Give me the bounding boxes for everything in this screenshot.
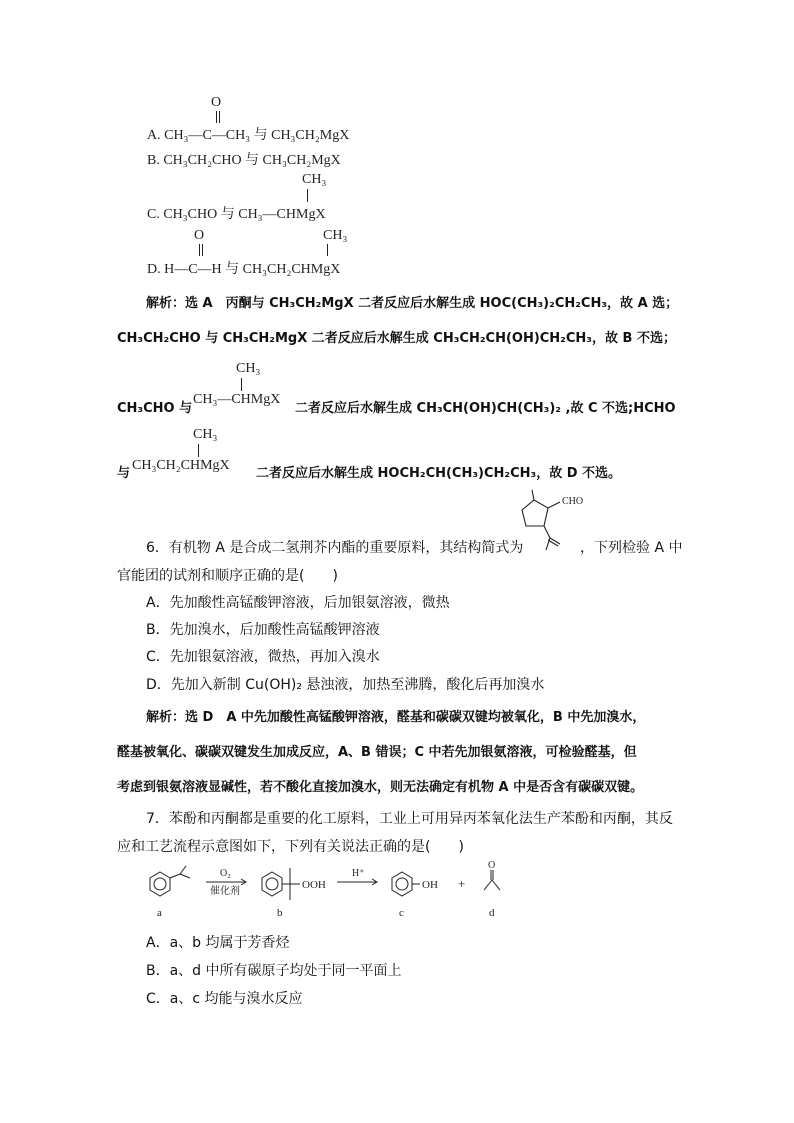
option-d: D. H—C—H 与 CH₃CH₂CHMgX xyxy=(147,262,341,277)
hydroxyl-group: OH xyxy=(422,879,438,891)
reaction-scheme xyxy=(140,858,510,922)
question-6-option-c: C．先加银氨溶液，微热，再加入溴水 xyxy=(146,649,380,665)
question-7-stem-2: 应和工艺流程示意图如下，下列有关说法正确的是( ) xyxy=(117,839,464,855)
vinyl-bond xyxy=(544,526,550,538)
methyl-bond xyxy=(532,490,534,500)
double-bond-line xyxy=(202,244,203,256)
analysis-5-group-c: CH₃—CHMgX xyxy=(193,392,281,407)
ketone-oxygen: O xyxy=(488,860,496,871)
label-a: a xyxy=(157,907,162,919)
vinyl-methyl-bond xyxy=(546,538,550,550)
question-7-stem-1: 7．苯酚和丙酮都是重要的化工原料，工业上可用异丙苯氧化法生产苯酚和丙酮，其反 xyxy=(146,811,673,827)
cyclopentane-ring xyxy=(522,500,548,526)
aldehyde-label: CHO xyxy=(562,496,584,507)
question-7-option-b: B．a、d 中所有碳原子均处于同一平面上 xyxy=(146,963,402,979)
vinyl-double-bond xyxy=(550,538,560,544)
option-a-oxygen: O xyxy=(211,95,222,110)
option-d-oxygen: O xyxy=(194,228,205,243)
question-6-analysis-3: 考虑到银氨溶液显碱性，若不酸化直接加溴水，则无法确定有机物 A 中是否含有碳碳双键。 xyxy=(117,780,644,795)
question-6-option-a: A．先加酸性高锰酸钾溶液，后加银氨溶液，微热 xyxy=(146,595,450,611)
double-bond-line xyxy=(219,111,220,123)
benzene-ring-c xyxy=(392,872,412,896)
benzene-ring-a xyxy=(150,872,170,896)
label-d: d xyxy=(489,907,495,919)
reagent-catalyst: 催化剂 xyxy=(210,886,240,897)
question-6-option-b: B．先加溴水，后加酸性高锰酸钾溶液 xyxy=(146,622,380,638)
analysis-5-methyl-d: CH₃ xyxy=(193,427,218,442)
option-c: C. CH₃CHO 与 CH₃—CHMgX xyxy=(147,207,326,222)
analysis-5-line-4-suffix: 二者反应后水解生成 HOCH₂CH(CH₃)CH₂CH₃，故 D 不选。 xyxy=(256,466,622,481)
bond-line xyxy=(198,444,199,457)
question-7-option-a: A．a、b 均属于芳香烃 xyxy=(146,935,290,951)
label-c: c xyxy=(399,907,404,919)
bond-line xyxy=(327,244,328,256)
analysis-5-line-1: 解析：选 A 丙酮与 CH₃CH₂MgX 二者反应后水解生成 HOC(CH₃)₂CH₂CH₃，故 A 选； xyxy=(146,296,679,311)
plus-sign: + xyxy=(458,876,466,891)
double-bond-line xyxy=(199,244,200,256)
option-c-methyl: CH₃ xyxy=(302,172,327,187)
reagent-o2: O₂ xyxy=(220,868,231,879)
analysis-5-methyl-c: CH₃ xyxy=(236,361,261,376)
question-6-stem-2: ，下列检验 A 中 xyxy=(580,540,683,556)
bond-line xyxy=(241,378,242,391)
option-b: B. CH₃CH₂CHO 与 CH₃CH₂MgX xyxy=(147,153,341,168)
analysis-5-line-3-suffix: 二者反应后水解生成 CH₃CH(OH)CH(CH₃)₂ ,故 C 不选;HCHO xyxy=(295,401,676,416)
option-d-methyl: CH₃ xyxy=(323,228,348,243)
aldehyde-bond xyxy=(548,502,560,508)
question-6-option-d: D．先加入新制 Cu(OH)₂ 悬浊液，加热至沸腾，酸化后再加溴水 xyxy=(146,677,545,693)
analysis-5-line-4-prefix: 与 xyxy=(117,466,131,481)
benzene-ring-b xyxy=(262,872,282,896)
option-a: A. CH₃—C—CH₃ 与 CH₃CH₂MgX xyxy=(147,128,350,143)
question-6-stem-3: 官能团的试剂和顺序正确的是( ) xyxy=(117,568,338,584)
question-6-analysis-2: 醛基被氧化、碳碳双键发生加成反应，A、B 错误；C 中若先加银氨溶液，可检验醛基，但 xyxy=(117,745,637,760)
analysis-5-line-2: CH₃CH₂CHO 与 CH₃CH₂MgX 二者反应后水解生成 CH₃CH₂CH(OH)CH₂CH₃，故 B 不选； xyxy=(117,331,676,346)
hydroperoxide-group: OOH xyxy=(302,879,326,891)
question-6-stem-1: 6．有机物 A 是合成二氢荆芥内酯的重要原料，其结构简式为 xyxy=(146,540,524,556)
question-7-option-c: C．a、c 均能与溴水反应 xyxy=(146,991,303,1007)
label-b: b xyxy=(277,907,283,919)
bond-line xyxy=(307,189,308,202)
reagent-h-plus: H⁺ xyxy=(352,868,365,879)
analysis-5-line-3-prefix: CH₃CHO 与 xyxy=(117,401,193,416)
analysis-5-group-d: CH₃CH₂CHMgX xyxy=(132,458,230,473)
double-bond-line xyxy=(216,111,217,123)
question-6-analysis-1: 解析：选 D A 中先加酸性高锰酸钾溶液，醛基和碳碳双键均被氧化，B 中先加溴水， xyxy=(146,710,646,725)
